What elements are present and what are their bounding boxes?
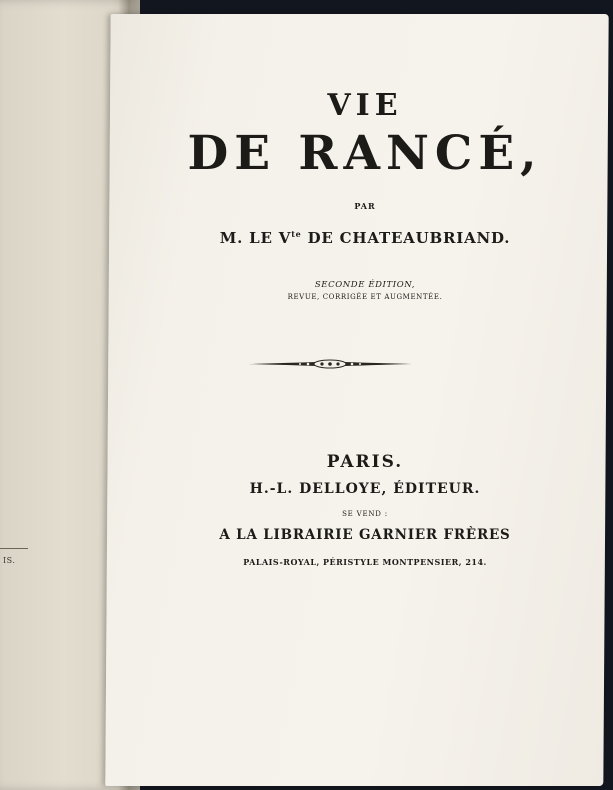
title-line-2: DE RANCÉ, [187, 126, 543, 181]
edition-note: REVUE, CORRIGÉE ET AUGMENTÉE. [287, 293, 443, 301]
edition-line: SECONDE ÉDITION, [314, 280, 416, 290]
sold-at-label: SE VEND : [342, 510, 388, 518]
decorative-rule-ornament-icon [246, 356, 414, 372]
address-line: PALAIS-ROYAL, PÉRISTYLE MONTPENSIER, 214. [243, 557, 487, 567]
title-line-1: VIE [327, 88, 403, 123]
left-page-rule [0, 548, 28, 549]
author-line [130, 229, 600, 247]
bookshop-line: A LA LIBRAIRIE GARNIER FRÈRES [219, 527, 511, 543]
author-prefix: M. LE V [219, 229, 292, 247]
author-superscript: te [291, 229, 302, 239]
by-label: PAR [354, 201, 376, 211]
author-suffix: DE CHATEAUBRIAND. [301, 229, 511, 247]
left-page-fragment: IS. [3, 556, 16, 565]
publication-place: PARIS. [326, 452, 404, 472]
title-page-content [130, 0, 600, 790]
publisher-line: H.-L. DELLOYE, ÉDITEUR. [249, 481, 481, 497]
